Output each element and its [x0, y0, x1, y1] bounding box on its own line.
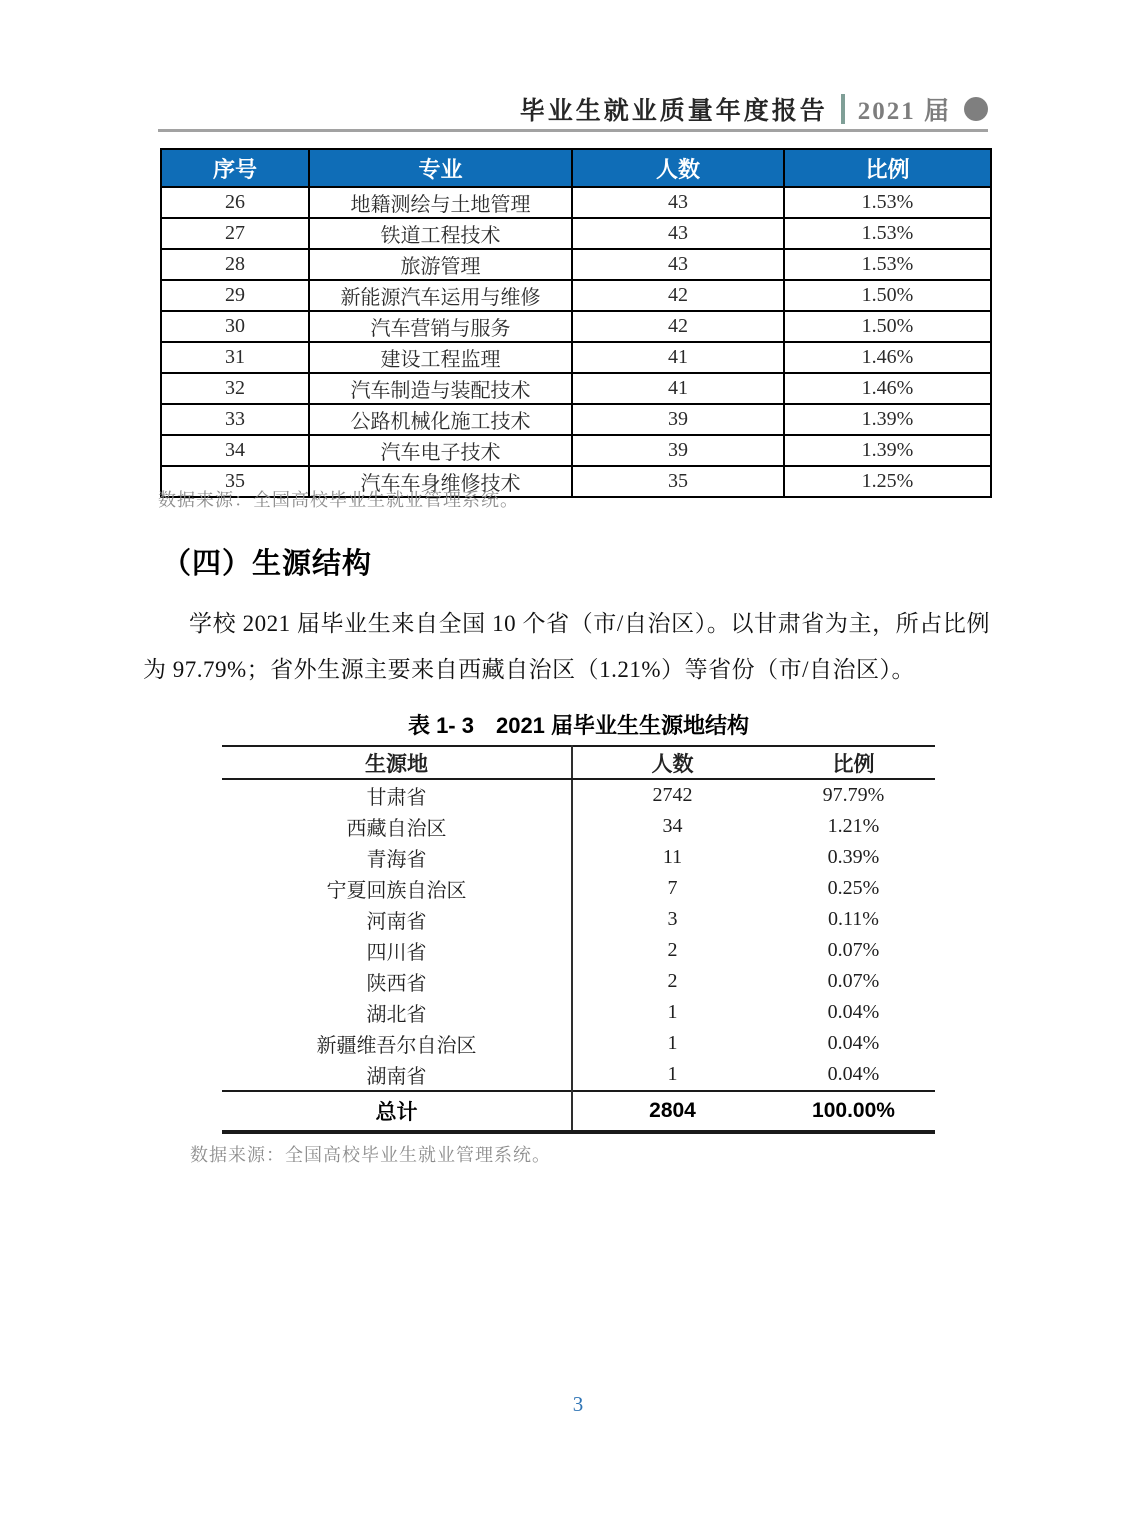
table-row — [222, 873, 935, 904]
majors-table-header-row — [161, 149, 991, 187]
data-source-note: 数据来源：全国高校毕业生就业管理系统。 — [158, 490, 519, 510]
table-cell: 西藏自治区 — [222, 811, 572, 842]
table-cell: 34 — [161, 435, 309, 466]
table-cell: 43 — [572, 249, 784, 280]
table-cell: 1 — [667, 1032, 678, 1054]
table-cell: 31 — [161, 342, 309, 373]
table-cell: 43 — [572, 187, 784, 218]
table-row — [222, 1028, 935, 1059]
table-cell: 0.07% — [827, 939, 880, 961]
majors-table-body — [161, 187, 991, 497]
table-cell: 34 — [662, 815, 683, 837]
table-row — [161, 342, 991, 373]
cohort-year-label: 2021 届 — [857, 98, 951, 125]
table-row — [222, 1059, 935, 1091]
table-cell: 0.25% — [827, 877, 880, 899]
table-cell: 建设工程监理 — [309, 342, 572, 373]
table-row — [222, 966, 935, 997]
table-cell: 2742 — [652, 784, 693, 806]
table-cell: 甘肃省 — [222, 779, 572, 811]
section-heading: （四）生源结构 — [162, 548, 373, 580]
table-cell: 汽车营销与服务 — [309, 311, 572, 342]
table-cell: 1 — [667, 1063, 678, 1085]
table-row — [222, 842, 935, 873]
table-cell: 0.07% — [827, 970, 880, 992]
table-cell: 汽车车身维修技术 — [309, 466, 572, 497]
column-header-count: 人数 — [572, 149, 784, 187]
table-cell: 宁夏回族自治区 — [222, 873, 572, 904]
column-header-ratio: 比例 — [784, 149, 991, 187]
table-cell: 2 — [667, 939, 678, 961]
table-cell: 1.50% — [784, 280, 991, 311]
table-cell: 公路机械化施工技术 — [309, 404, 572, 435]
table-cell: 30 — [161, 311, 309, 342]
table-row — [161, 218, 991, 249]
table-cell: 新疆维吾尔自治区 — [222, 1028, 572, 1059]
table-cell: 28 — [161, 249, 309, 280]
table-cell: 26 — [161, 187, 309, 218]
table-cell: 11 — [662, 846, 683, 868]
table-cell: 0.11% — [828, 908, 879, 930]
table-row — [161, 280, 991, 311]
table-cell: 1 — [667, 1001, 678, 1023]
table-cell: 35 — [161, 466, 309, 497]
origin-table-header-row — [222, 746, 935, 779]
column-header-origin: 生源地 — [222, 746, 572, 779]
table-cell: 27 — [161, 218, 309, 249]
table-cell: 陕西省 — [222, 966, 572, 997]
table-cell: 7 — [667, 877, 678, 899]
table-row — [222, 779, 935, 811]
total-cell: 2804 — [572, 1091, 772, 1132]
total-cell: 总计 — [222, 1091, 572, 1132]
table-cell: 四川省 — [222, 935, 572, 966]
table-cell: 2 — [667, 970, 678, 992]
page-number: 3 — [572, 1392, 584, 1416]
table-cell: 湖北省 — [222, 997, 572, 1028]
table-row — [161, 249, 991, 280]
majors-table-section — [160, 148, 992, 498]
table-row — [161, 187, 991, 218]
table-cell: 湖南省 — [222, 1059, 572, 1091]
table-cell: 1.53% — [784, 249, 991, 280]
table-cell: 35 — [572, 466, 784, 497]
table-cell: 1.39% — [784, 435, 991, 466]
table-cell: 1.21% — [827, 815, 880, 837]
column-header-count: 人数 — [572, 746, 772, 779]
table-cell: 汽车电子技术 — [309, 435, 572, 466]
table-row — [161, 435, 991, 466]
table-row — [222, 904, 935, 935]
table-cell: 33 — [161, 404, 309, 435]
table-row — [161, 311, 991, 342]
table-cell: 42 — [572, 280, 784, 311]
table-cell: 32 — [161, 373, 309, 404]
table-cell: 3 — [667, 908, 678, 930]
table-cell: 43 — [572, 218, 784, 249]
table-cell: 旅游管理 — [309, 249, 572, 280]
body-paragraph: 学校 2021 届毕业生来自全国 10 个省（市/自治区）。以甘肃省为主，所占比例为 97.79%；省外生源主要来自西藏自治区（1.21%）等省份（市/自治区）。 — [143, 611, 990, 682]
table-row — [222, 935, 935, 966]
report-title: 毕业生就业质量年度报告 — [519, 98, 828, 125]
header-rule — [158, 129, 988, 132]
table-cell: 汽车制造与装配技术 — [309, 373, 572, 404]
table-cell: 铁道工程技术 — [309, 218, 572, 249]
origin-table-section — [222, 745, 935, 1134]
origin-table-caption: 表 1- 3 2021 届毕业生生源地结构 — [407, 713, 750, 738]
table-cell: 0.04% — [827, 1063, 880, 1085]
table-cell: 41 — [572, 342, 784, 373]
table-cell: 1.46% — [784, 342, 991, 373]
data-source-note: 数据来源：全国高校毕业生就业管理系统。 — [190, 1145, 551, 1165]
table-cell: 29 — [161, 280, 309, 311]
table-row — [222, 811, 935, 842]
table-row — [161, 373, 991, 404]
table-cell: 1.39% — [784, 404, 991, 435]
table-cell: 1.46% — [784, 373, 991, 404]
origin-table — [222, 745, 935, 1134]
table-cell: 地籍测绘与土地管理 — [309, 187, 572, 218]
table-cell: 1.53% — [784, 187, 991, 218]
table-row — [161, 404, 991, 435]
table-cell: 97.79% — [822, 784, 885, 806]
origin-table-body — [222, 779, 935, 1132]
total-row — [222, 1091, 935, 1132]
table-cell: 新能源汽车运用与维修 — [309, 280, 572, 311]
table-cell: 1.50% — [784, 311, 991, 342]
table-cell: 0.04% — [827, 1032, 880, 1054]
table-row — [222, 997, 935, 1028]
circle-ornament-icon — [964, 97, 988, 121]
column-header-ratio: 比例 — [772, 746, 935, 779]
column-header-index: 序号 — [161, 149, 309, 187]
table-cell: 青海省 — [222, 842, 572, 873]
table-cell: 0.04% — [827, 1001, 880, 1023]
table-cell: 0.39% — [827, 846, 880, 868]
page-header — [158, 90, 988, 128]
table-cell: 39 — [572, 435, 784, 466]
header-divider — [841, 94, 845, 124]
table-cell: 河南省 — [222, 904, 572, 935]
table-cell: 39 — [572, 404, 784, 435]
column-header-major: 专业 — [309, 149, 572, 187]
table-cell: 41 — [572, 373, 784, 404]
majors-table — [160, 148, 992, 498]
table-cell: 1.25% — [784, 466, 991, 497]
table-cell: 1.53% — [784, 218, 991, 249]
table-cell: 42 — [572, 311, 784, 342]
total-cell: 100.00% — [772, 1091, 935, 1132]
